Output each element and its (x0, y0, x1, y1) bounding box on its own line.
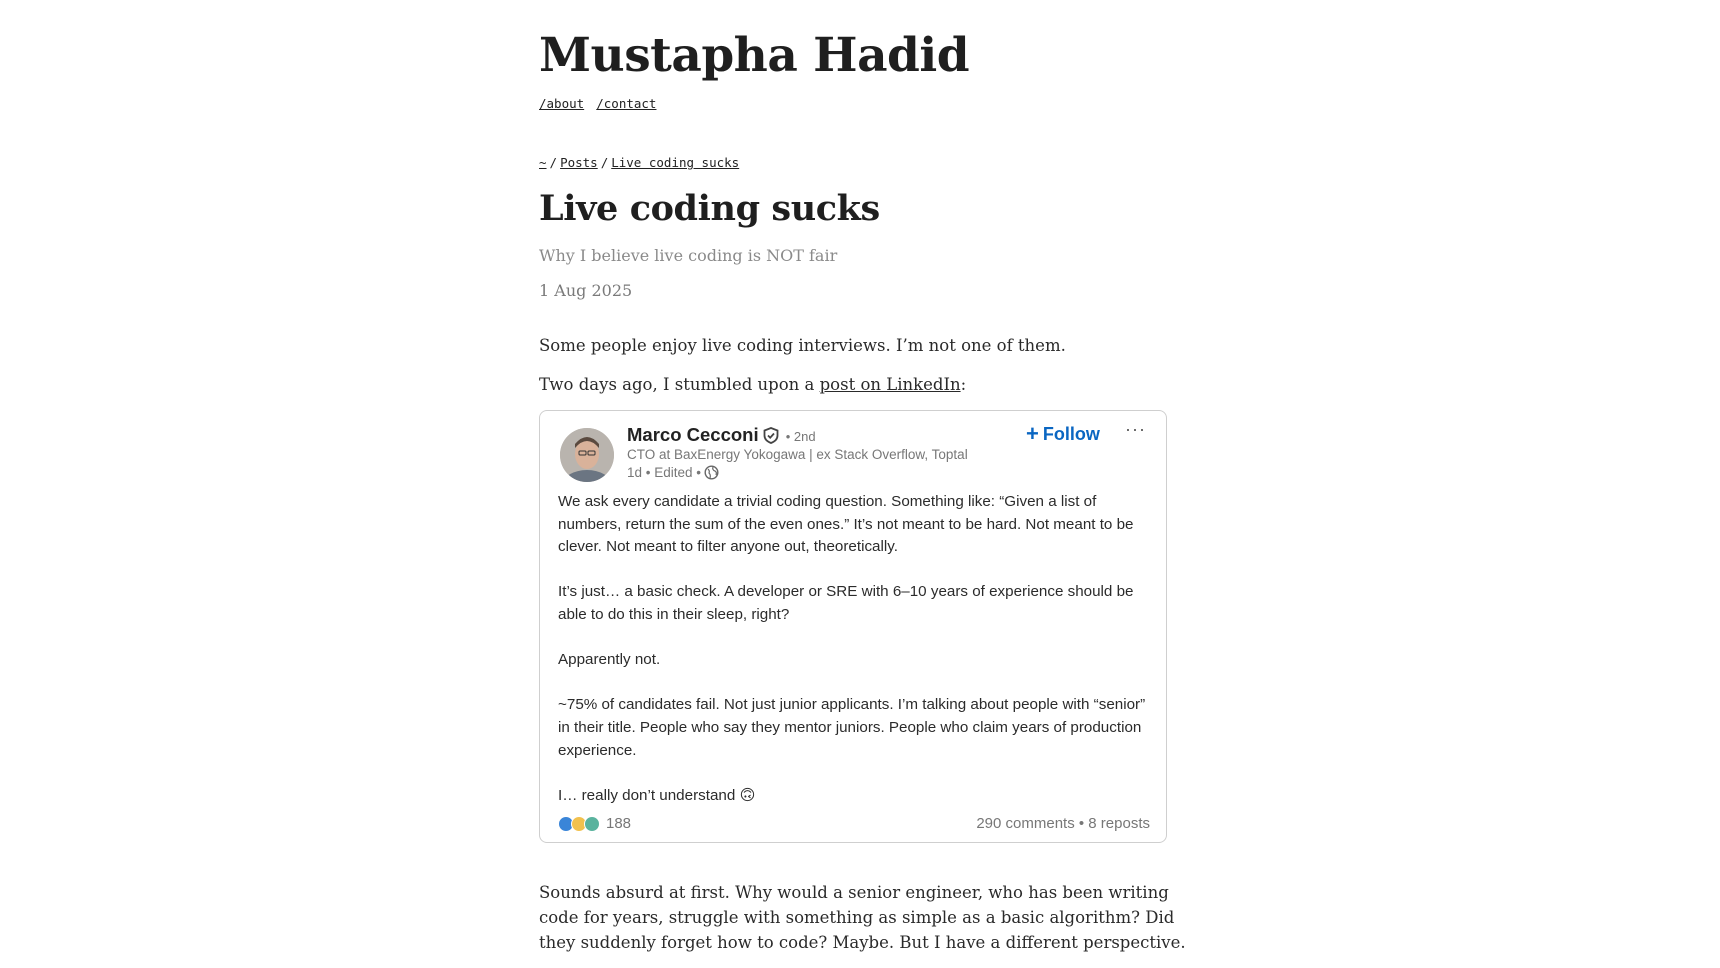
lead-text: Two days ago, I stumbled upon a (539, 375, 820, 394)
post-meta (627, 465, 719, 483)
post-body-paragraph: Apparently not. (558, 651, 661, 669)
intro-paragraph: Some people enjoy live coding interviews. I’m not one of them. (539, 336, 1066, 355)
site-title[interactable]: Mustapha Hadid (539, 28, 970, 83)
follow-button[interactable] (1026, 421, 1100, 447)
post-body (558, 491, 1153, 830)
verified-shield-icon (763, 427, 779, 449)
love-reaction-icon (584, 816, 600, 832)
post-meta-text: 1d • Edited • (627, 465, 701, 480)
comments-reposts-stats[interactable]: 290 comments • 8 reposts (976, 815, 1150, 832)
site-nav (539, 93, 656, 112)
post-body-paragraph: I… really don’t understand 🙃 (558, 786, 756, 804)
nav-contact-link[interactable]: /contact (596, 96, 657, 111)
post-title: Live coding sucks (539, 188, 880, 229)
linkedin-post-embed (539, 410, 1167, 843)
reactions-count[interactable]: 188 (606, 815, 632, 832)
breadcrumb-separator: / (600, 155, 609, 170)
post-date: 1 Aug 2025 (539, 281, 633, 300)
avatar[interactable] (560, 428, 614, 482)
breadcrumb-current-link[interactable]: Live coding sucks (611, 155, 740, 170)
post-subtitle: Why I believe live coding is NOT fair (539, 246, 838, 265)
breadcrumb-posts-link[interactable]: Posts (560, 155, 598, 170)
follow-label: Follow (1042, 424, 1100, 444)
post-footer (558, 815, 1150, 835)
body-paragraph: Sounds absurd at first. Why would a senior engineer, who has been writing code for years, struggle with something as simple as a basic algorithm? Did they suddenly forget how to code? Maybe. But I have a different perspective. (539, 883, 1186, 952)
more-options-button[interactable]: ··· (1125, 419, 1146, 439)
breadcrumb (539, 155, 739, 170)
breadcrumb-separator: / (549, 155, 558, 170)
breadcrumb-home-link[interactable]: ~ (539, 155, 547, 170)
post-body-paragraph: We ask every candidate a trivial coding question. Something like: “Given a list of numbers, return the sum of the even ones.” It’s not meant to be hard. Not meant to be clever. Not meant to filter anyone out, theoretically. (558, 493, 1134, 556)
nav-about-link[interactable]: /about (539, 96, 585, 111)
post-body-paragraph: ~75% of candidates fail. Not just junior applicants. I’m talking about people with “senior” in their title. People who say they mentor juniors. People who claim years of production experience. (558, 696, 1146, 759)
connection-degree: • 2nd (785, 429, 816, 444)
author-headline: CTO at BaxEnergy Yokogawa | ex Stack Overflow, Toptal (627, 447, 968, 462)
plus-icon: + (1026, 421, 1039, 446)
avatar-photo (560, 428, 614, 482)
author-name[interactable]: Marco Cecconi (627, 424, 759, 445)
globe-icon (704, 465, 719, 483)
linkedin-post-link[interactable]: post on LinkedIn (819, 375, 961, 394)
lead-paragraph (539, 372, 966, 397)
lead-colon: : (960, 375, 967, 394)
post-body-paragraph: It’s just… a basic check. A developer or SRE with 6–10 years of experience should be able to do this in their sleep, right? (558, 583, 1134, 623)
author-name-row (627, 424, 816, 449)
